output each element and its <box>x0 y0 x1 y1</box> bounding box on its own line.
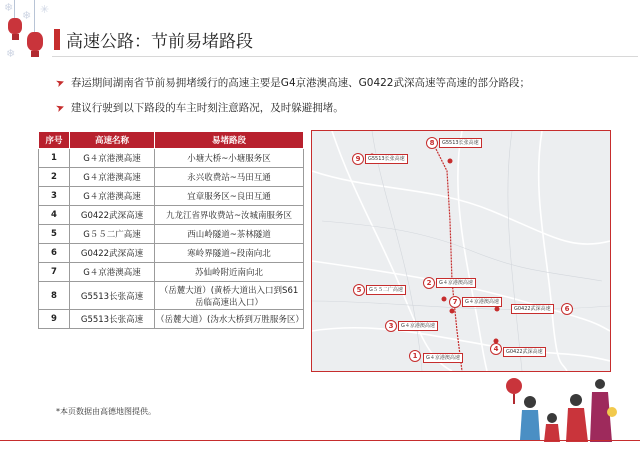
row-index: 2 <box>39 168 70 187</box>
map-marker-number: 5 <box>353 284 365 296</box>
bullet-text: 建议行驶到以下路段的车主时刻注意路况，及时躲避拥堵。 <box>70 102 344 114</box>
map-marker-number: 4 <box>490 343 502 355</box>
row-segment: 永兴收费站~马田互通 <box>155 168 304 187</box>
row-index: 9 <box>39 310 70 329</box>
row-road-name: G４京港澳高速 <box>70 168 155 187</box>
table-row <box>39 282 304 310</box>
row-road-name: G４京港澳高速 <box>70 263 155 282</box>
row-index: 4 <box>39 206 70 225</box>
row-index: 8 <box>39 282 70 310</box>
send-arrow-icon: ➤ <box>54 75 67 91</box>
map-marker-label: G４京港澳高速 <box>436 278 476 288</box>
table-row <box>39 244 304 263</box>
header-index: 序号 <box>39 132 70 149</box>
map-marker-label: G0422武深高速 <box>511 304 554 314</box>
row-segment: 小塘大桥~小塘服务区 <box>155 149 304 168</box>
row-road-name: G５５二广高速 <box>70 225 155 244</box>
congestion-table <box>38 131 304 329</box>
table-row <box>39 168 304 187</box>
row-segment: （岳麓大道）(黄桥大道出入口到S61岳临高速出入口） <box>155 282 304 310</box>
row-index: 6 <box>39 244 70 263</box>
table-row <box>39 206 304 225</box>
footnote: *本页数据由高德地图提供。 <box>56 407 156 416</box>
header-road-name: 高速名称 <box>70 132 155 149</box>
table-row <box>39 310 304 329</box>
table-header-row <box>39 132 304 149</box>
map-marker-number: 1 <box>409 350 421 362</box>
title-divider <box>52 56 638 57</box>
map-roads <box>312 131 610 371</box>
row-segment: 宜章服务区~良田互通 <box>155 187 304 206</box>
map-marker-number: 9 <box>352 153 364 165</box>
row-index: 5 <box>39 225 70 244</box>
row-segment: 九龙江省界收费站~汝城南服务区 <box>155 206 304 225</box>
row-road-name: G４京港澳高速 <box>70 149 155 168</box>
map-marker-label: G0422武深高速 <box>503 347 546 357</box>
row-index: 7 <box>39 263 70 282</box>
row-index: 3 <box>39 187 70 206</box>
table-row <box>39 149 304 168</box>
hunan-road-map <box>311 130 611 372</box>
row-road-name: G0422武深高速 <box>70 206 155 225</box>
bottom-divider <box>0 440 640 441</box>
row-road-name: G5513长张高速 <box>70 310 155 329</box>
map-marker-number: 7 <box>449 296 461 308</box>
row-segment: 苏仙岭附近南向北 <box>155 263 304 282</box>
bullet-text: 春运期间湖南省节前易拥堵缓行的高速主要是G4京港澳高速、G0422武深高速等高速的部分路段； <box>70 77 530 89</box>
bullet-2 <box>56 100 344 115</box>
map-marker-number: 2 <box>423 277 435 289</box>
map-marker-label: G４京港澳高速 <box>398 321 438 331</box>
map-marker-label: G４京港澳高速 <box>462 297 502 307</box>
row-segment: 寒岭界隧道~段南向北 <box>155 244 304 263</box>
map-marker-label: G５５二广高速 <box>366 285 406 295</box>
page-title: 高速公路：节前易堵路段 <box>66 32 253 52</box>
family-illustration <box>500 372 620 444</box>
table-row <box>39 187 304 206</box>
map-marker-label: G４京港澳高速 <box>423 353 463 363</box>
map-marker-label: G5513长张高速 <box>365 154 408 164</box>
header-segment: 易堵路段 <box>155 132 304 149</box>
row-index: 1 <box>39 149 70 168</box>
row-segment: （岳麓大道）(沩水大桥到万胜服务区） <box>155 310 304 329</box>
title-accent-bar <box>54 29 60 50</box>
map-marker-number: 8 <box>426 137 438 149</box>
row-segment: 西山岭隧道~茶林隧道 <box>155 225 304 244</box>
bullet-1 <box>56 75 530 90</box>
map-marker-number: 3 <box>385 320 397 332</box>
map-marker-label: G5513长张高速 <box>439 138 482 148</box>
map-marker-number: 6 <box>561 303 573 315</box>
table-row <box>39 263 304 282</box>
table-row <box>39 225 304 244</box>
send-arrow-icon: ➤ <box>54 100 67 116</box>
row-road-name: G４京港澳高速 <box>70 187 155 206</box>
row-road-name: G0422武深高速 <box>70 244 155 263</box>
row-road-name: G5513长张高速 <box>70 282 155 310</box>
